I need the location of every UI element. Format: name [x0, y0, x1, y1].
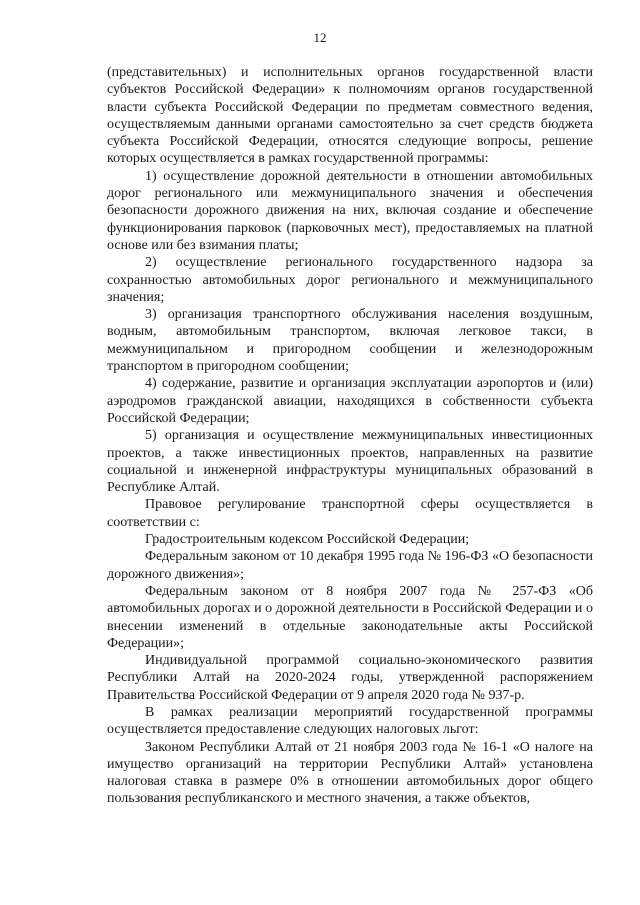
page-number: 12	[313, 30, 327, 45]
paragraph-item-5-investment-projects: 5) организация и осуществление межмуниципальных инвестиционных проектов, а также инвестиционных проектов, направленных на развитие социальной и инженерной инфраструктуры муниципальных образований в Республике Алтай.	[107, 428, 593, 496]
paragraph-item-4-airports: 4) содержание, развитие и организация эксплуатации аэропортов и (или) аэродромов гражданской авиации, находящихся в собственности субъекта Российской Федерации;	[107, 376, 593, 426]
paragraph-legal-regulation: Правовое регулирование транспортной сферы осуществляется в соответствии с:	[107, 497, 593, 530]
paragraph-tax-benefits-intro: В рамках реализации мероприятий государственной программы осуществляется предоставление следующих налоговых льгот:	[107, 704, 593, 738]
paragraph-item-1-road-activity: 1) осуществление дорожной деятельности в отношении автомобильных дорог регионального или межмуниципального значения и обеспечения безопасности дорожного движения на них, включая создание и обеспечение функционирования парковок (парковочных мест), предоставляемых на платной основе или без взимания платы;	[107, 168, 593, 253]
paragraph-law-196-fz: Федеральным законом от 10 декабря 1995 года № 196-ФЗ «О безопасности дорожного движения»;	[107, 549, 593, 582]
paragraph-individual-program: Индивидуальной программой социально-экономического развития Республики Алтай на 2020-2024 годы, утвержденной распоряжением Правительства Российской Федерации от 9 апреля 2020 года № 937-р.	[107, 653, 593, 703]
paragraph-property-tax-law: Законом Республики Алтай от 21 ноября 2003 года № 16-1 «О налоге на имущество организаций на территории Республики Алтай» установлена налоговая ставка в размере 0% в отношении автомобильных дорог общего пользования республиканского и местного значения, а также объектов,	[107, 739, 593, 807]
paragraph-item-3-transport-service: 3) организация транспортного обслуживания населения воздушным, водным, автомобильным транспортом, включая легковое такси, в межмуниципальном и пригородном сообщении и железнодорожным транспортом в пригородном сообщении;	[107, 307, 593, 375]
paragraph-law-257-fz: Федеральным законом от 8 ноября 2007 года № 257-ФЗ «Об автомобильных дорогах и о дорожной деятельности в Российской Федерации и о внесении изменений в отдельные законодательные акты Российской Федерации»;	[107, 583, 593, 651]
paragraph-item-2-road-supervision: 2) осуществление регионального государственного надзора за сохранностью автомобильных дорог регионального и межмуниципального значения;	[107, 255, 593, 305]
paragraph-urban-planning-code: Градостроительным кодексом Российской Федерации;	[145, 532, 470, 548]
paragraph-competence-intro: (представительных) и исполнительных органов государственной власти субъектов Российской Федерации» к полномочиям органов государственной власти субъекта Российской Федерации по предметам совместного ведения, осуществляемым данными органами самостоятельно за счет средств бюджета субъекта Российской Федерации, относятся следующие вопросы, решение которых осуществляется в рамках государственной программы:	[107, 65, 593, 167]
document-body	[107, 64, 593, 808]
